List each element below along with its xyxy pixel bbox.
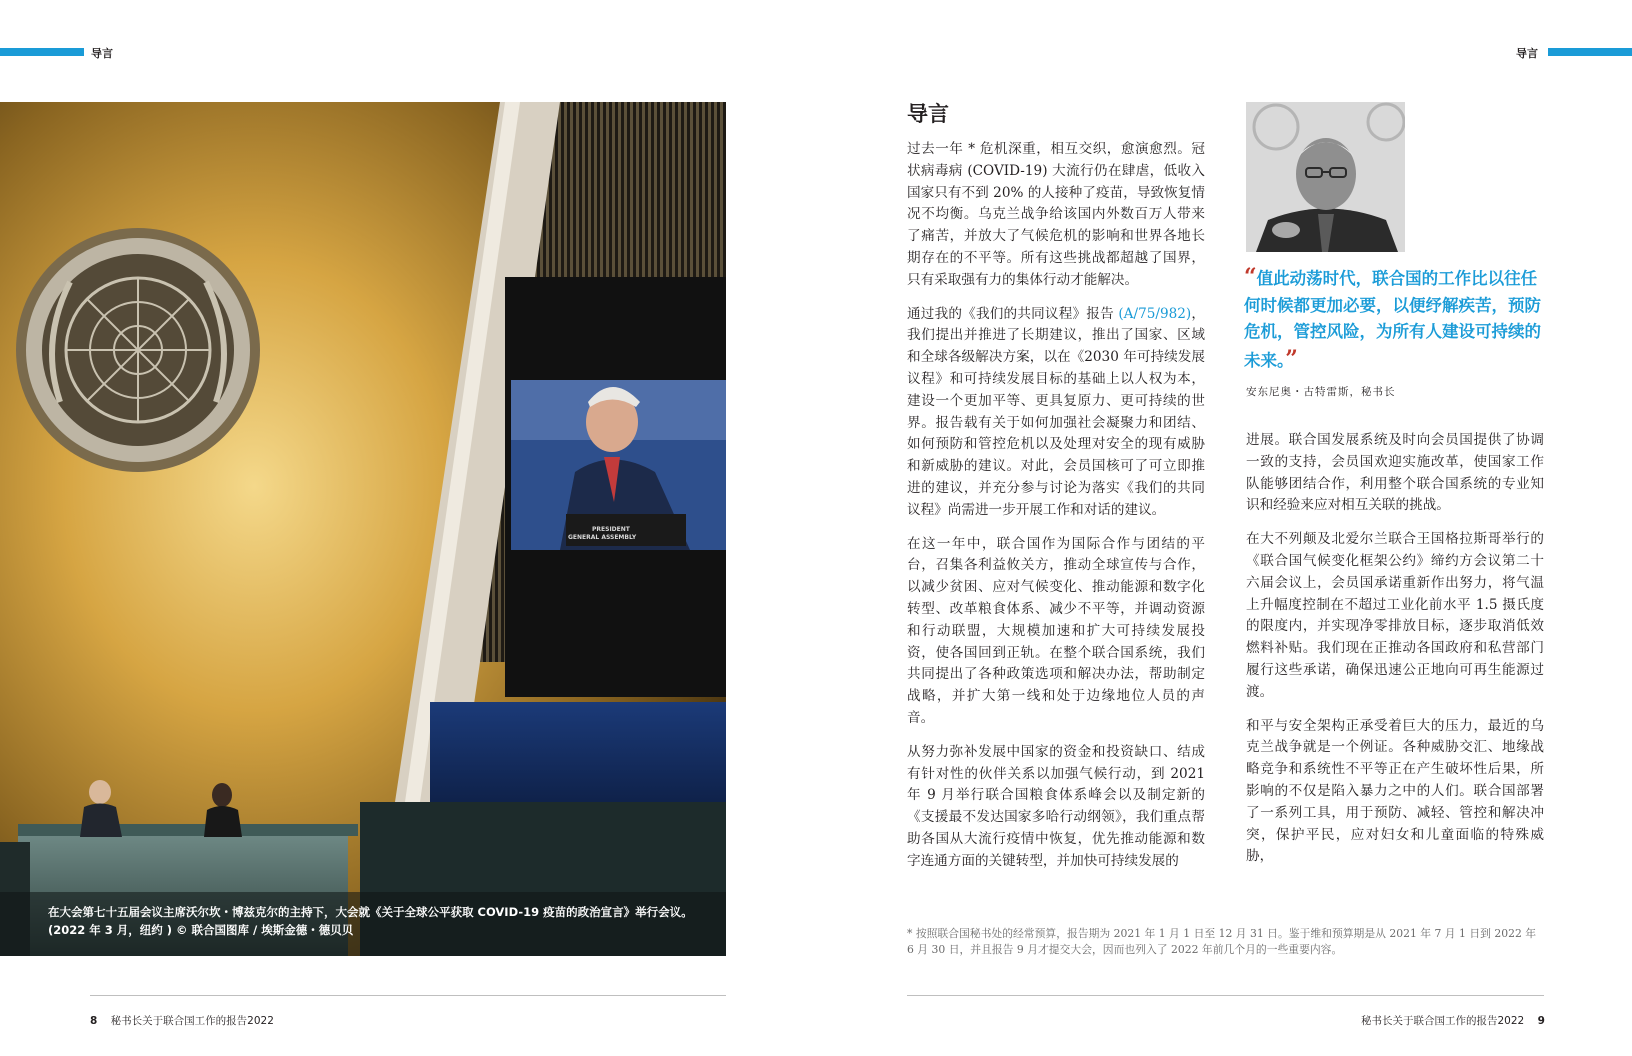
paragraph-1: 过去一年 * 危机深重，相互交织，愈演愈烈。冠状病毒病 (COVID-19) 大流行仍在肆虐，低收入国家只有不到 20% 的人接种了疫苗，导致恢复情况不均衡。乌克兰战争给该国内外数百万人带来了痛苦，并放大了气候危机的影响和世界各地长期存在的不平等。所有这些挑战都超越了国界，只有采取强有力的集体行动才能解决。 [907, 141, 1205, 288]
footer-rule-right [907, 995, 1544, 996]
document-link-a75-982[interactable]: (A/75/982) [1118, 305, 1192, 322]
general-assembly-photo-illustration [0, 102, 726, 956]
pull-quote [1244, 264, 1544, 374]
footer-rule-left [90, 995, 726, 996]
paragraph-2-start: 通过我的《我们的共同议程》报告 [907, 305, 1119, 322]
photo-caption: 在大会第七十五届会议主席沃尔坎・博兹克尔的主持下，大会就《关于全球公平获取 COVID-19 疫苗的政治宣言》举行会议。(2022 年 3 月，纽约 ) © 联合国图库 / 埃斯金德・德贝贝 [48, 905, 693, 937]
paragraph-2-rest: ，我们提出并推进了长期建议，推出了国家、区域和全球各级解决方案，以在《2030 年可持续发展议程》和可持续发展目标的基础上以人权为本，建设一个更加平等、更具复原力、更可持续的世界。报告载有关于如何加强社会凝聚力和团结、如何预防和管控危机以及处理对安全的现有威胁和新威胁的建议。对此，会员国核可了可立即推进的建议，并充分参与讨论为落实《我们的共同议程》尚需进一步开展工作和对话的建议。 [907, 305, 1205, 518]
header-accent-bar-left [0, 48, 84, 56]
article-title: 导言 [907, 102, 949, 126]
header-section-label-right: 导言 [1516, 47, 1538, 60]
paragraph-6: 在大不列颠及北爱尔兰联合王国格拉斯哥举行的《联合国气候变化框架公约》缔约方会议第二十六届会议上，会员国承诺重新作出努力，将气温上升幅度控制在不超过工业化前水平 1.5 摄氏度的限度内，并实现净零排放目标，逐步取消低效燃料补贴。我们现在正推动各国政府和私营部门履行这些承诺，确保迅速公正地向可再生能源过渡。 [1246, 531, 1544, 700]
article-column-1 [907, 139, 1205, 885]
screen-text-president: PRESIDENT [592, 526, 630, 533]
footnote: * 按照联合国秘书处的经常预算，报告期为 2021 年 1 月 1 日至 12 月 31 日。鉴于维和预算期是从 2021 年 7 月 1 日到 2022 年 6 月 30 日，并且报告 9 月才提交大会，因而也列入了 2022 年前几个月的一些重要内容。 [907, 927, 1537, 956]
pull-quote-text: 值此动荡时代，联合国的工作比以往任何时候都更加必要，以便纾解疾苦，预防危机，管控风险，为所有人建设可持续的未来。 [1244, 269, 1541, 370]
quote-open-icon: “ [1244, 264, 1257, 290]
page-number-left: 8 [90, 1015, 98, 1027]
footer-title-right: 秘书长关于联合国工作的报告2022 [1361, 1015, 1525, 1027]
screen-text-general-assembly: GENERAL ASSEMBLY [568, 534, 637, 541]
footer-left [90, 1013, 274, 1028]
header-section-label-left: 导言 [91, 47, 113, 60]
quote-author: 安东尼奥・古特雷斯，秘书长 [1246, 386, 1396, 398]
general-assembly-photo [0, 102, 726, 956]
quote-close-icon: ” [1285, 345, 1298, 372]
un-emblem-icon [16, 228, 260, 472]
header-accent-bar-right [1548, 48, 1632, 56]
secretary-general-portrait [1246, 102, 1405, 252]
paragraph-5: 进展。联合国发展系统及时向会员国提供了协调一致的支持，会员国欢迎实施改革，使国家工作队能够团结合作，利用整个联合国系统的专业知识和经验来应对相互关联的挑战。 [1246, 432, 1544, 514]
footer-title-left: 秘书长关于联合国工作的报告2022 [110, 1015, 274, 1027]
page-number-right: 9 [1537, 1015, 1545, 1027]
article-column-2 [1246, 430, 1544, 880]
paragraph-3: 在这一年中，联合国作为国际合作与团结的平台，召集各利益攸关方，推动全球宣传与合作，以减少贫困、应对气候变化、推动能源和数字化转型、改革粮食体系、减少不平等，并调动资源和行动联盟，大规模加速和扩大可持续发展投资，使各国回到正轨。在整个联合国系统，我们共同提出了各种政策选项和解决办法，帮助制定战略，并扩大第一线和处于边缘地位人员的声音。 [907, 535, 1205, 726]
paragraph-7: 和平与安全架构正承受着巨大的压力，最近的乌克兰战争就是一个例证。各种威胁交汇、地缘战略竞争和系统性不平等正在产生破坏性后果，所影响的不仅是陷入暴力之中的人们。联合国部署了一系列工具，用于预防、减轻、管控和解决冲突，保护平民，应对妇女和儿童面临的特殊威胁， [1246, 717, 1544, 865]
paragraph-2 [907, 304, 1205, 522]
paragraph-4: 从努力弥补发展中国家的资金和投资缺口、结成有针对性的伙伴关系以加强气候行动，到 2021 年 9 月举行联合国粮食体系峰会以及制定新的《支援最不发达国家多哈行动纲领》，我们重点帮助各国从大流行疫情中恢复，优先推动能源和数字连通方面的关键转型，并加快可持续发展的 [907, 743, 1205, 869]
footer-right [1361, 1013, 1545, 1028]
